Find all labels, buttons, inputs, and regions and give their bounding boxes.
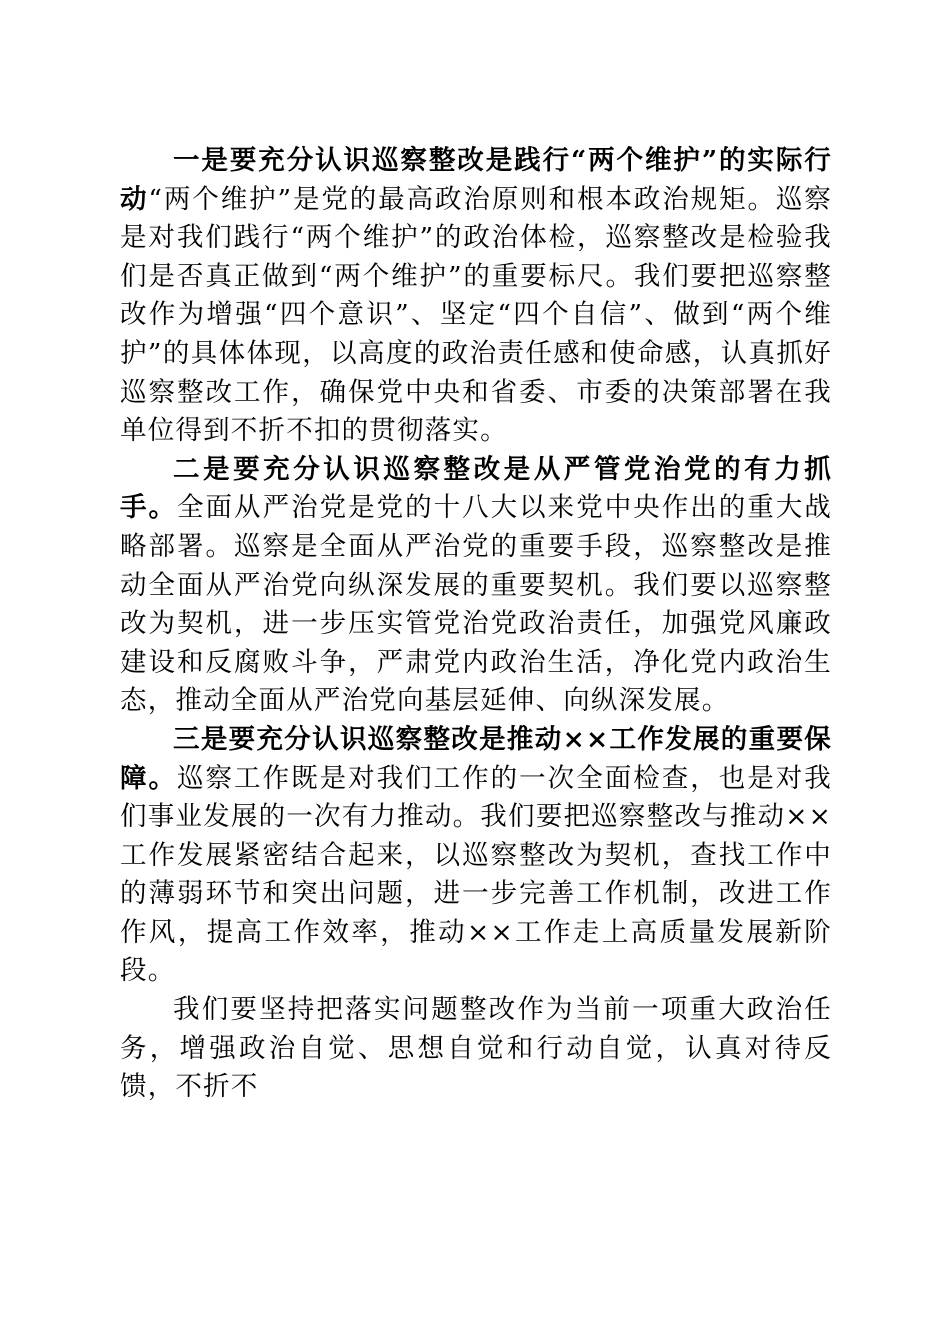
paragraph-4 bbox=[120, 991, 832, 1107]
paragraph-3-body: 巡察工作既是对我们工作的一次全面检查，也是对我们事业发展的一次有力推动。我们要把巡察整改与推动××工作发展紧密结合起来，以巡察整改为契机，查找工作中的薄弱环节和突出问题，进一步完善工作机制，改进工作作风，提高工作效率，推动××工作走上高质量发展新阶段。 bbox=[120, 762, 832, 987]
paragraph-1-lead: 一是要充分认识巡察整改是践行“两个维护”的实际行动 bbox=[120, 145, 832, 215]
paragraph-3 bbox=[120, 721, 832, 991]
paragraph-2-body: 全面从严治党是党的十八大以来党中央作出的重大战略部署。巡察是全面从严治党的重要手段，巡察整改是推动全面从严治党向纵深发展的重要契机。我们要以巡察整改为契机，进一步压实管党治党政治责任，加强党风廉政建设和反腐败斗争，严肃党内政治生活，净化党内政治生态，推动全面从严治党向基层延伸、向纵深发展。 bbox=[120, 492, 832, 717]
document-page bbox=[120, 142, 832, 1107]
paragraph-3-lead: 三是要充分认识巡察整改是推动××工作发展的重要保障。 bbox=[120, 723, 832, 794]
paragraph-1-body: “两个维护”是党的最高政治原则和根本政治规矩。巡察是对我们践行“两个维护”的政治体检，巡察整改是检验我们是否真正做到“两个维护”的重要标尺。我们要把巡察整改作为增强“四个意识”、坚定“四个自信”、做到“两个维护”的具体体现，以高度的政治责任感和使命感，认真抓好巡察整改工作，确保党中央和省委、市委的决策部署在我单位得到不折不扣的贯彻落实。 bbox=[120, 183, 832, 447]
paragraph-1 bbox=[120, 142, 832, 451]
paragraph-2 bbox=[120, 451, 832, 721]
paragraph-4-body: 我们要坚持把落实问题整改作为当前一项重大政治任务，增强政治自觉、思想自觉和行动自觉，认真对待反馈，不折不 bbox=[120, 994, 832, 1103]
paragraph-2-lead: 二是要充分认识巡察整改是从严管党治党的有力抓手。 bbox=[120, 453, 832, 524]
